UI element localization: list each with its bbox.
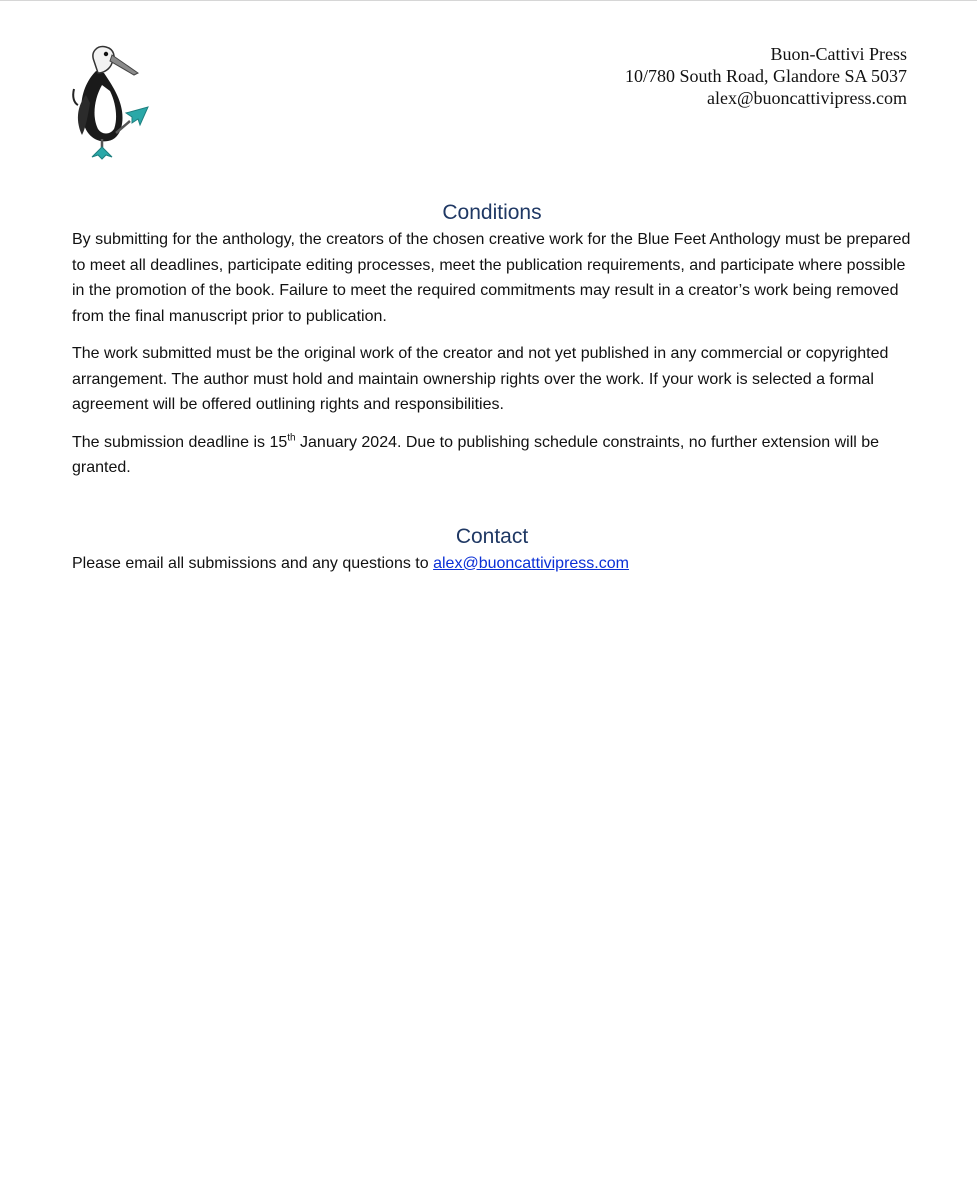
deadline-prefix: The submission deadline is 15 xyxy=(72,433,288,451)
publisher-email: alex@buoncattivipress.com xyxy=(706,88,907,108)
contact-paragraph xyxy=(72,551,912,577)
conditions-paragraph-2: The work submitted must be the original work of the creator and not yet published in any commercial or copyrighted arrangement. The author must hold and maintain ownership rights over the work. If your work is selected a formal agreement will be offered outlining rights and responsibilities. xyxy=(72,345,889,413)
conditions-paragraph-1: By submitting for the anthology, the creators of the chosen creative work for the Blue Feet Anthology must be prepared to meet all deadlines, participate editing processes, meet the publication requirements, and participate where possible in the promotion of the book. Failure to meet the required commitments may result in a creator’s work being removed from the final manuscript prior to publication. xyxy=(72,231,911,325)
letterhead xyxy=(625,43,907,109)
document-body xyxy=(72,199,912,576)
contact-heading: Contact xyxy=(455,524,529,548)
conditions-heading: Conditions xyxy=(442,201,542,224)
blue-footed-booby-icon xyxy=(68,41,160,165)
contact-text: Please email all submissions and any questions to xyxy=(72,554,434,572)
deadline-ordinal-suffix: th xyxy=(287,432,296,444)
deadline-paragraph xyxy=(72,430,912,481)
publisher-name: Buon-Cattivi Press xyxy=(770,44,907,64)
deadline-suffix: January 2024. Due to publishing schedule constraints, no further extension will be granted. xyxy=(72,433,880,476)
publisher-address: 10/780 South Road, Glandore SA 5037 xyxy=(625,66,907,86)
contact-email-link[interactable]: alex@buoncattivipress.com xyxy=(433,554,629,572)
